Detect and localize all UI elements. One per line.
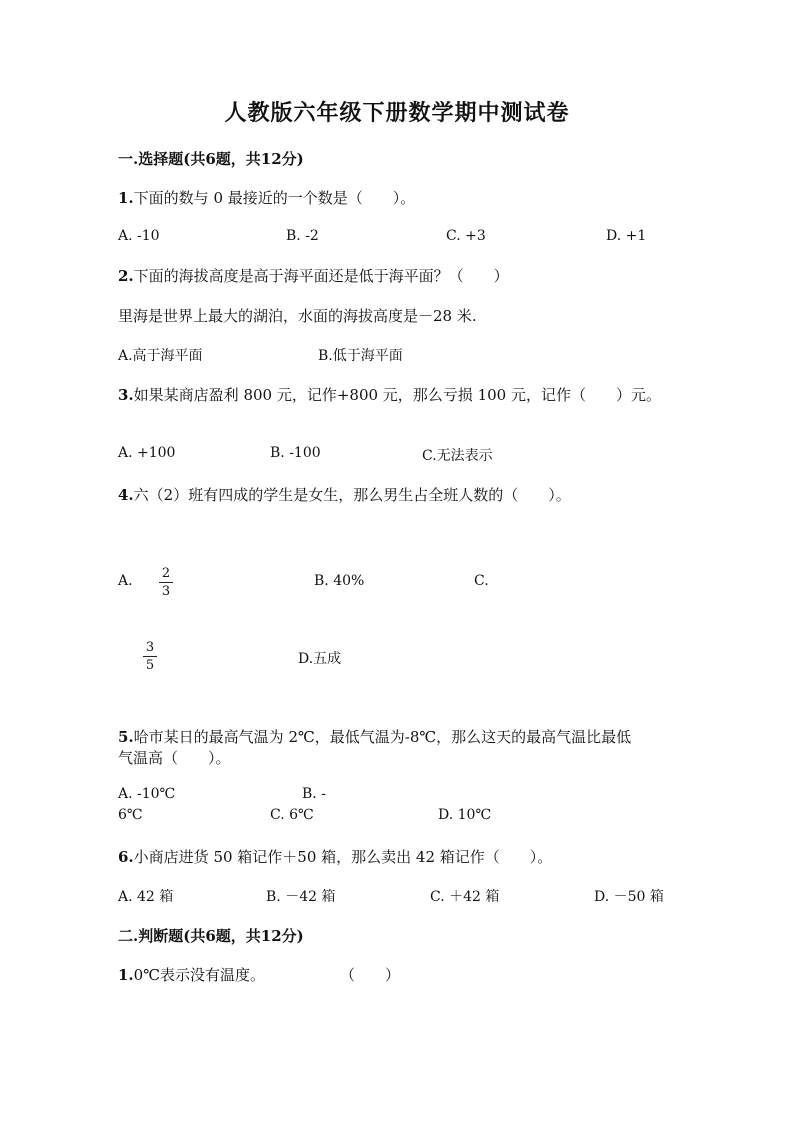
- question-number: 3.: [118, 386, 134, 404]
- q5-option-a: A. -10℃: [118, 786, 176, 802]
- q4-option-a-fraction: [159, 566, 173, 599]
- fraction-denominator: 3: [161, 584, 171, 599]
- q3-option-a: A. +100: [118, 445, 176, 461]
- question-number: 6.: [118, 848, 134, 866]
- q2-extra-text: 里海是世界上最大的湖泊，水面的海拔高度是－28 米.: [118, 307, 477, 325]
- question-text: 下面的海拔高度是高于海平面还是低于海平面？（ ）: [133, 267, 509, 285]
- question-text: 六（2）班有四成的学生是女生，那么男生占全班人数的（ ）。: [133, 486, 571, 504]
- question-number: 1.: [118, 189, 134, 207]
- question-4: [118, 484, 571, 505]
- q5-option-d: D. 10℃: [438, 807, 492, 823]
- q1-option-a: A. -10: [118, 228, 160, 244]
- question-text: 下面的数与 0 最接近的一个数是（ ）。: [133, 189, 416, 207]
- fraction-numerator: 3: [145, 640, 155, 655]
- question-text: 0℃表示没有温度。: [133, 966, 265, 984]
- section-heading-judgment: 二.判断题(共6题，共12分): [118, 927, 304, 945]
- question-text: 哈市某日的最高气温为 2℃，最低气温为-8℃，那么这天的最高气温比最低: [133, 728, 632, 746]
- q4-option-c-fraction: [143, 640, 157, 673]
- question-text: 小商店进货 50 箱记作＋50 箱，那么卖出 42 箱记作（ ）。: [133, 848, 553, 866]
- q5-text-continued: 气温高（ ）。: [118, 749, 231, 767]
- q5-option-b: B. -: [302, 786, 326, 802]
- fraction-denominator: 5: [145, 658, 155, 673]
- q3-option-b: B. -100: [270, 445, 321, 461]
- q2-option-a: A.高于海平面: [118, 348, 203, 364]
- question-3: [118, 384, 661, 405]
- q1-option-b: B. -2: [286, 228, 319, 244]
- fraction-bar: [159, 582, 173, 583]
- page-title: 人教版六年级下册数学期中测试卷: [224, 100, 570, 126]
- fraction-bar: [143, 656, 157, 657]
- q6-option-b: B. －42 箱: [266, 889, 336, 905]
- q3-option-c: C.无法表示: [422, 448, 493, 464]
- question-5: [118, 726, 631, 747]
- q6-option-d: D. －50 箱: [594, 889, 664, 905]
- q5-option-b-continued: 6℃: [118, 807, 143, 823]
- answer-blank[interactable]: （ ）: [340, 966, 401, 984]
- question-number: 2.: [118, 267, 134, 285]
- question-number: 1.: [118, 966, 134, 984]
- question-text: 如果某商店盈利 800 元，记作+800 元，那么亏损 100 元，记作（ ）元。: [133, 386, 661, 404]
- q2-option-b: B.低于海平面: [318, 348, 403, 364]
- question-6: [118, 846, 552, 867]
- judgment-1: [118, 964, 265, 985]
- q5-option-c: C. 6℃: [270, 807, 314, 823]
- fraction-numerator: 2: [161, 566, 171, 581]
- q4-option-a-label: A.: [118, 573, 133, 589]
- q6-option-c: C. ＋42 箱: [430, 889, 500, 905]
- q1-option-d: D. +1: [606, 228, 647, 244]
- q4-option-d: D.五成: [298, 651, 342, 667]
- q4-option-b: B. 40%: [314, 573, 365, 589]
- question-1: [118, 187, 415, 208]
- question-number: 4.: [118, 486, 134, 504]
- section-heading-choice: 一.选择题(共6题，共12分): [118, 150, 304, 168]
- question-number: 5.: [118, 728, 134, 746]
- question-2: [118, 265, 509, 286]
- q6-option-a: A. 42 箱: [118, 889, 174, 905]
- q4-option-c-label: C.: [474, 573, 489, 589]
- q1-option-c: C. +3: [446, 228, 486, 244]
